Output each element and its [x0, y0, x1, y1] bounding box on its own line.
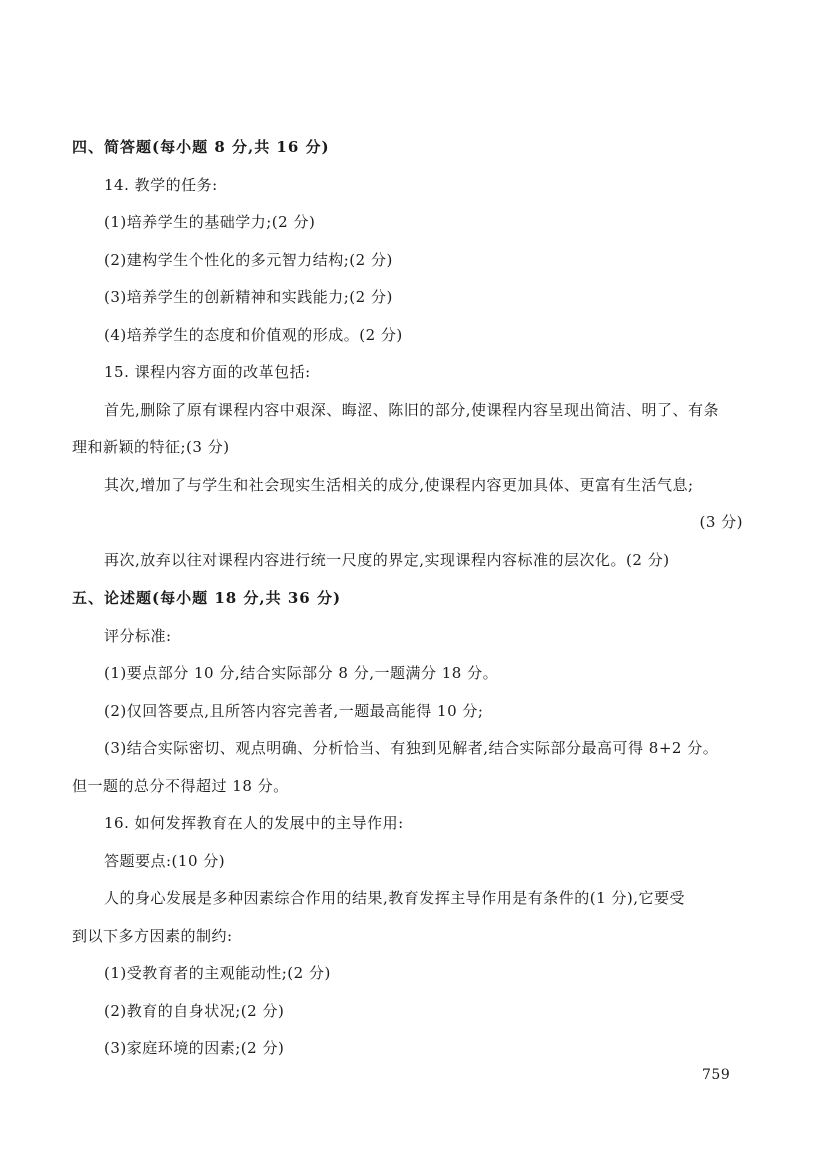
- section4-heading: 四、简答题(每小题 8 分,共 16 分): [72, 138, 330, 156]
- page-number: 759: [702, 1067, 731, 1083]
- q16-points-label: 答题要点:(10 分): [104, 852, 226, 870]
- q15-paragraph-2-line-1: 其次,增加了与学生和社会现实生活相关的成分,使课程内容更加具体、更富有生活气息;: [104, 476, 694, 494]
- q16-item-2: (2)教育的自身状况;(2 分): [104, 1002, 285, 1020]
- q15-paragraph-1-line-1: 首先,删除了原有课程内容中艰深、晦涩、陈旧的部分,使课程内容呈现出简洁、明了、有条: [104, 401, 720, 419]
- q15-paragraph-1-line-2: 理和新颖的特征;(3 分): [72, 438, 230, 456]
- q16-item-3: (3)家庭环境的因素;(2 分): [104, 1039, 285, 1057]
- q15-paragraph-3: 再次,放弃以往对课程内容进行统一尺度的界定,实现课程内容标准的层次化。(2 分): [104, 551, 670, 569]
- q14-title: 14. 教学的任务:: [104, 176, 218, 194]
- criteria-item-1: (1)要点部分 10 分,结合实际部分 8 分,一题满分 18 分。: [104, 664, 499, 682]
- criteria-item-2: (2)仅回答要点,且所答内容完善者,一题最高能得 10 分;: [104, 702, 484, 720]
- q16-intro-line-2: 到以下多方因素的制约:: [72, 927, 233, 945]
- q14-item-3: (3)培养学生的创新精神和实践能力;(2 分): [104, 288, 393, 306]
- q15-title: 15. 课程内容方面的改革包括:: [104, 363, 311, 381]
- q14-item-4: (4)培养学生的态度和价值观的形成。(2 分): [104, 326, 403, 344]
- criteria-item-3-line-2: 但一题的总分不得超过 18 分。: [72, 777, 289, 795]
- q16-intro-line-1: 人的身心发展是多种因素综合作用的结果,教育发挥主导作用是有条件的(1 分),它要受: [104, 889, 686, 907]
- q16-title: 16. 如何发挥教育在人的发展中的主导作用:: [104, 814, 404, 832]
- q16-item-1: (1)受教育者的主观能动性;(2 分): [104, 964, 331, 982]
- q15-paragraph-2-line-2: (3 分): [699, 513, 743, 531]
- criteria-title: 评分标准:: [104, 627, 172, 645]
- q14-item-2: (2)建构学生个性化的多元智力结构;(2 分): [104, 251, 393, 269]
- q14-item-1: (1)培养学生的基础学力;(2 分): [104, 213, 316, 231]
- section5-heading: 五、论述题(每小题 18 分,共 36 分): [72, 589, 342, 607]
- criteria-item-3-line-1: (3)结合实际密切、观点明确、分析恰当、有独到见解者,结合实际部分最高可得 8+2 分。: [104, 739, 719, 757]
